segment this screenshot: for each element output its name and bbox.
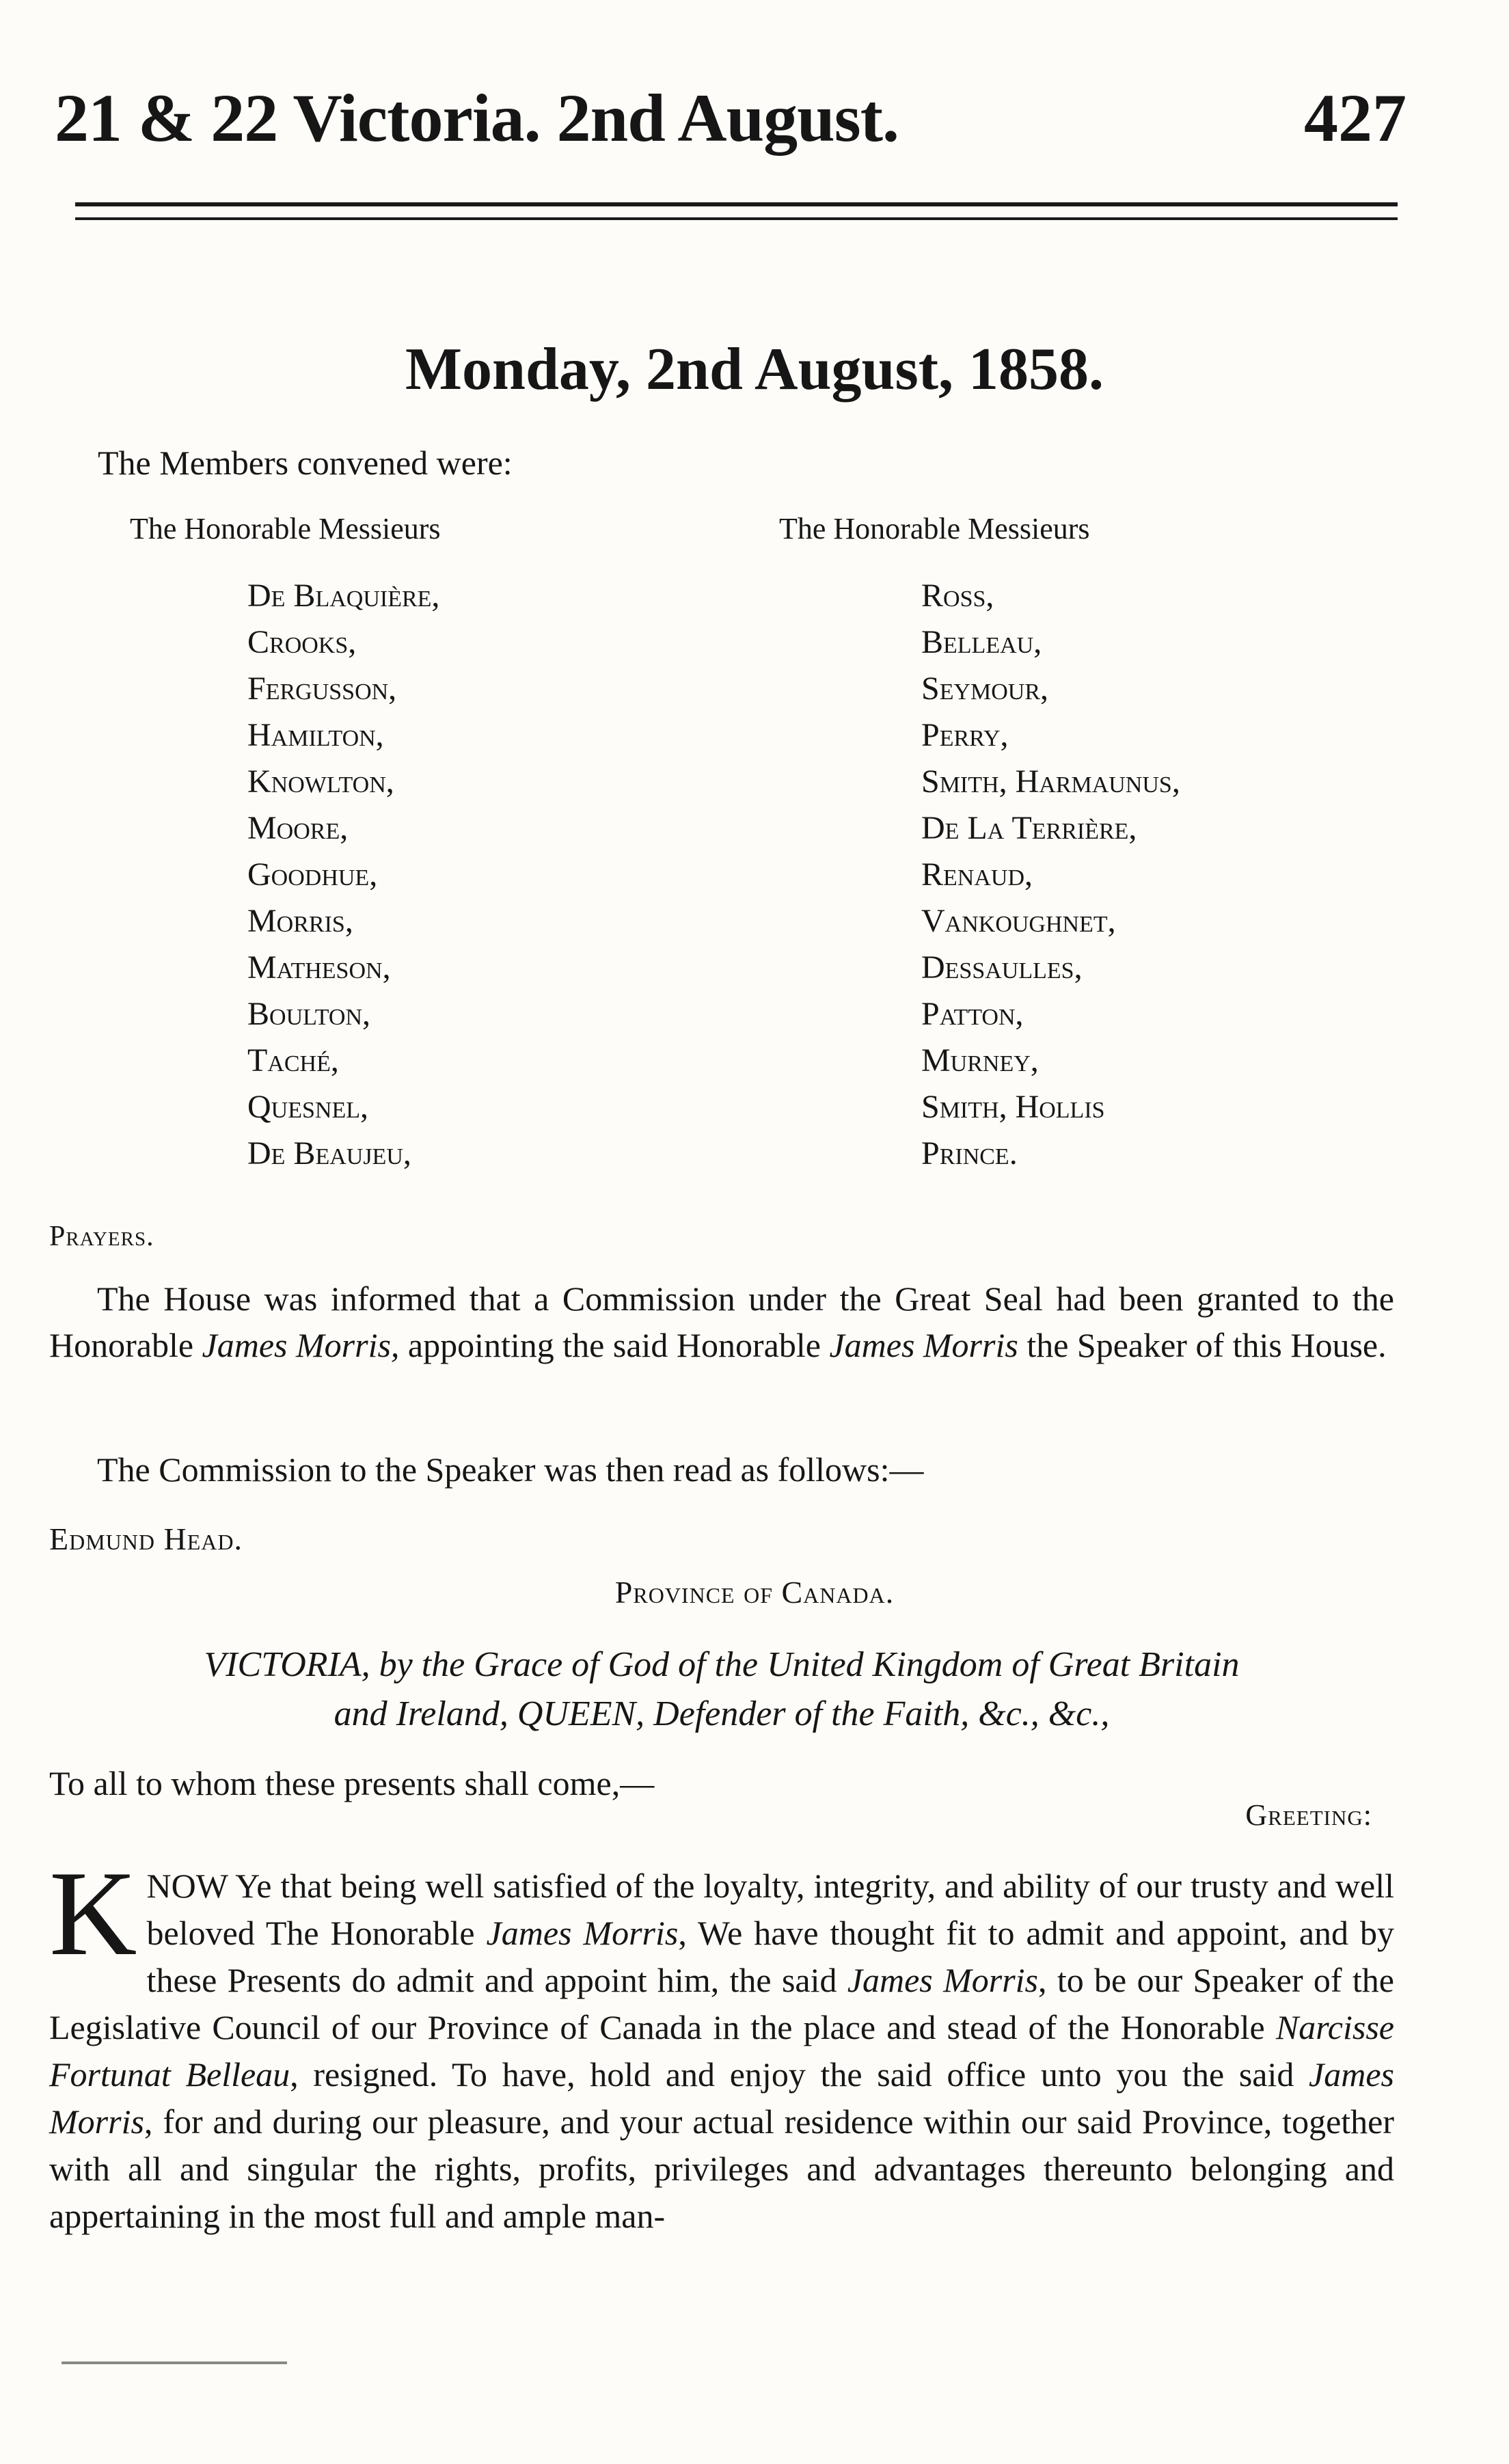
- member-name: De Beaujeu,: [247, 1135, 411, 1172]
- header-rule: [75, 202, 1398, 206]
- person-name: James Morris: [49, 2055, 1394, 2141]
- sovereign-title: QUEEN: [517, 1694, 636, 1733]
- royal-style-title: [49, 1640, 1394, 1739]
- person-name: James Morris: [486, 1914, 679, 1952]
- body-text: NOW Ye that being well satisfied of the loyalty, integrity, and ability of our trusty and well beloved The Honorable: [146, 1867, 1394, 1952]
- body-text: , to be our Speaker of the Legislative Council of our Province of Canada in the place and stead of the Honorable: [49, 1961, 1394, 2046]
- royal-style-text: and Ireland,: [334, 1694, 517, 1733]
- members-convened-label: The Members convened were:: [98, 444, 513, 482]
- member-name: Moore,: [247, 810, 349, 846]
- member-name: Belleau,: [921, 624, 1042, 660]
- member-name: Quesnel,: [247, 1089, 368, 1125]
- member-name: Dessaulles,: [921, 949, 1083, 986]
- person-name: Narcisse Fortunat Belleau: [49, 2008, 1394, 2094]
- member-name: Seymour,: [921, 671, 1049, 707]
- greeting-label: Greeting:: [1245, 1798, 1372, 1832]
- member-name: Perry,: [921, 717, 1009, 753]
- member-name: De Blaquière,: [247, 578, 440, 614]
- member-name: Knowlton,: [247, 763, 394, 800]
- member-name: Renaud,: [921, 856, 1033, 893]
- header-rule-thin: [75, 217, 1398, 220]
- person-name: James Morris,: [202, 1326, 400, 1364]
- member-name: Goodhue,: [247, 856, 378, 893]
- member-name: Matheson,: [247, 949, 391, 986]
- member-name: Smith, Hollis: [921, 1089, 1105, 1125]
- member-name: Patton,: [921, 996, 1024, 1032]
- commission-paragraph: [49, 1275, 1394, 1368]
- page-number: 427: [1304, 80, 1406, 156]
- member-name: De La Terrière,: [921, 810, 1137, 846]
- member-name: Fergusson,: [247, 671, 397, 707]
- body-text: , We have thought fit to admit and appoint, and by these Presents do admit and appoint him, the said: [146, 1914, 1394, 1999]
- royal-style-text: , by the Grace of God of the United Kingdom of Great Britain: [361, 1645, 1240, 1684]
- member-name: Morris,: [247, 903, 353, 939]
- province-heading: Province of Canada.: [614, 1575, 895, 1610]
- members-list-right: [921, 573, 1180, 1177]
- member-name: Crooks,: [247, 624, 357, 660]
- member-name: Ross,: [921, 578, 994, 614]
- footer-rule: [62, 2361, 287, 2364]
- prayers-label: Prayers.: [49, 1221, 154, 1252]
- date-heading: Monday, 2nd August, 1858.: [405, 336, 1104, 403]
- read-as-follows-paragraph: The Commission to the Speaker was then read as follows:—: [97, 1450, 924, 1489]
- drop-cap: K: [49, 1845, 137, 1981]
- person-name: James Morris: [847, 1961, 1039, 1999]
- person-name: James Morris: [829, 1326, 1018, 1364]
- left-column-heading: The Honorable Messieurs: [130, 512, 441, 545]
- member-name: Hamilton,: [247, 717, 384, 753]
- member-name: Boulton,: [247, 996, 371, 1032]
- running-header-title: 21 & 22 Victoria. 2nd August.: [55, 80, 899, 156]
- member-name: Smith, Harmaunus,: [921, 763, 1180, 800]
- body-text: , for and during our pleasure, and your actual residence within our said Province, together with all and singular the rights, profits, privileges and advantages thereunto belonging and appertaining in the most full and ample man-: [49, 2102, 1394, 2235]
- right-column-heading: The Honorable Messieurs: [779, 512, 1090, 545]
- commission-body: [49, 1845, 1394, 2240]
- member-name: Vankoughnet,: [921, 903, 1116, 939]
- member-name: Taché,: [247, 1042, 339, 1079]
- members-list-left: [247, 573, 439, 1177]
- member-name: Prince.: [921, 1135, 1018, 1172]
- sovereign-name: VICTORIA: [204, 1645, 362, 1684]
- body-text: , resigned. To have, hold and enjoy the said office unto you the said: [290, 2055, 1309, 2094]
- paragraph-text: The House was informed that a Commission under the Great Seal had been granted to the Honorable: [49, 1280, 1394, 1364]
- paragraph-text: the Speaker of this House.: [1018, 1326, 1387, 1364]
- paragraph-text: appointing the said Honorable: [399, 1326, 830, 1364]
- salutation-line: To all to whom these presents shall come,—: [49, 1764, 655, 1802]
- member-name: Murney,: [921, 1042, 1039, 1079]
- signatory-name: Edmund Head.: [49, 1521, 243, 1556]
- royal-style-text: , Defender of the Faith, &c., &c.,: [636, 1694, 1110, 1733]
